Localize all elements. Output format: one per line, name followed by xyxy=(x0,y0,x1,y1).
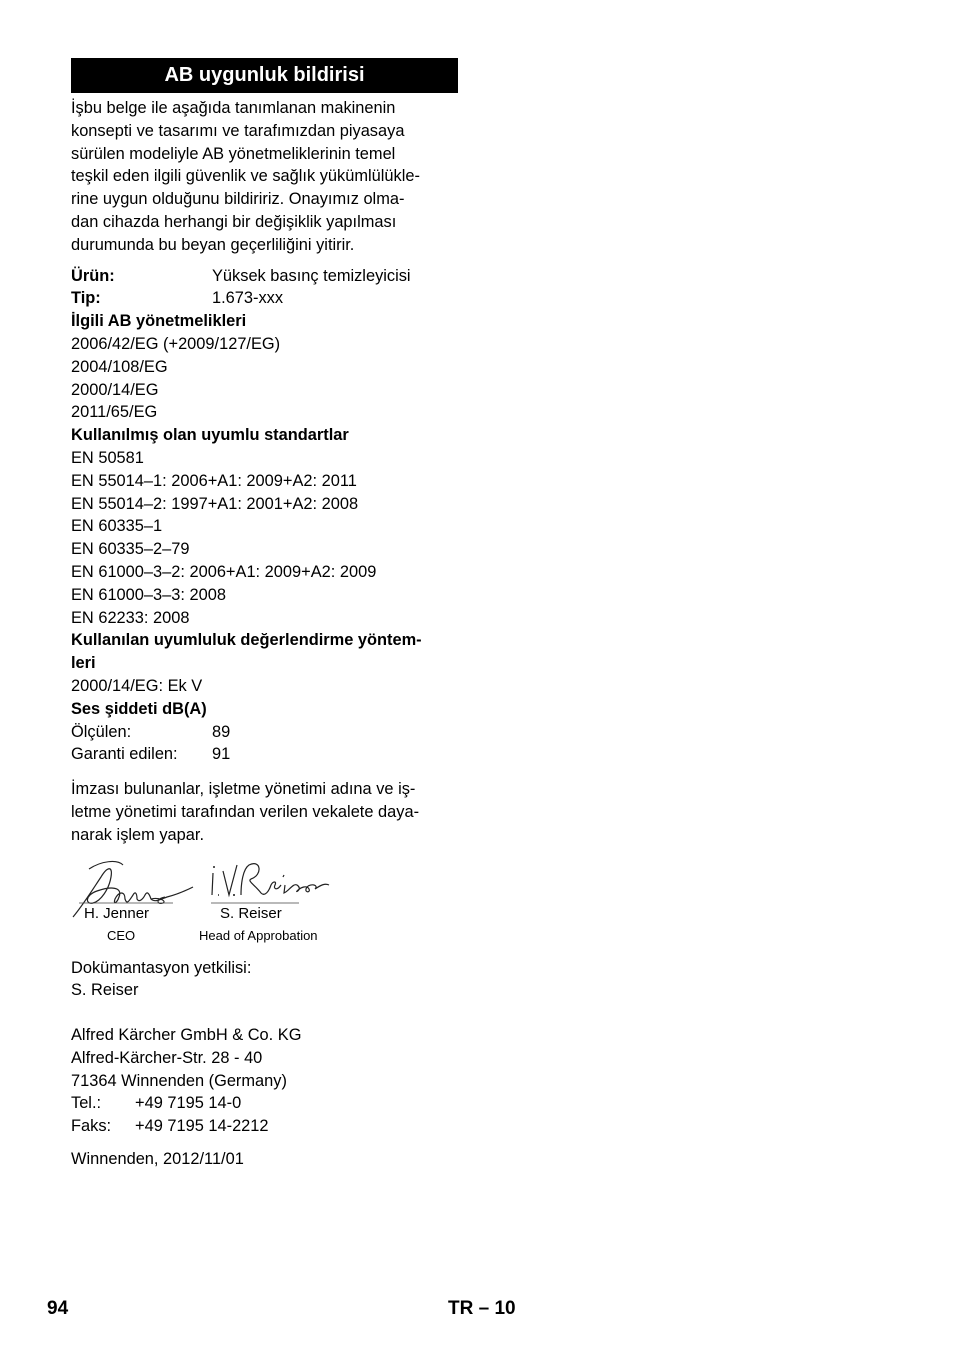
standard-item: EN 62233: 2008 xyxy=(71,608,190,627)
intro-line: rine uygun olduğunu bildiririz. Onayımız olma- xyxy=(71,190,405,209)
sound-measured-row xyxy=(71,721,458,744)
company-tel-row xyxy=(71,1092,458,1115)
product-label: Ürün: xyxy=(71,266,115,285)
signer-name: H. Jenner xyxy=(84,904,150,922)
signature-block xyxy=(71,855,458,957)
signatory-line: narak işlem yapar. xyxy=(71,825,205,844)
declaration-column xyxy=(71,58,458,1171)
intro-paragraph xyxy=(71,97,458,257)
standard-item: EN 60335–2–79 xyxy=(71,540,190,559)
company-name: Alfred Kärcher GmbH & Co. KG xyxy=(71,1026,302,1045)
intro-line: konsepti ve tasarımı ve tarafımızdan piyasaya xyxy=(71,121,405,140)
standard-item: EN 55014–2: 1997+A1: 2001+A2: 2008 xyxy=(71,494,359,513)
intro-line: dan cihazda herhangi bir değişiklik yapılması xyxy=(71,212,397,231)
type-value: 1.673-xxx xyxy=(212,289,284,308)
sound-guaranteed-row xyxy=(71,743,458,766)
documentation-name: S. Reiser xyxy=(71,981,139,1000)
directive-item: 2004/108/EG xyxy=(71,357,168,376)
signatory-paragraph xyxy=(71,778,458,846)
type-label: Tip: xyxy=(71,289,101,308)
product-row xyxy=(71,265,458,288)
page-number: 94 xyxy=(47,1298,69,1319)
standard-item: EN 61000–3–3: 2008 xyxy=(71,585,226,604)
section-footer: TR – 10 xyxy=(448,1298,516,1319)
directive-item: 2006/42/EG (+2009/127/EG) xyxy=(71,334,281,353)
company-street: Alfred-Kärcher-Str. 28 - 40 xyxy=(71,1048,263,1067)
fax-value: +49 7195 14-2212 xyxy=(135,1117,269,1136)
sound-guaranteed-label: Garanti edilen: xyxy=(71,745,178,764)
type-row xyxy=(71,287,458,310)
intro-line: teşkil eden ilgili güvenlik ve sağlık yükümlülükle- xyxy=(71,167,420,186)
signatory-line: İmzası bulunanlar, işletme yönetimi adına ve iş- xyxy=(71,780,416,799)
place-date: Winnenden, 2012/11/01 xyxy=(71,1150,244,1169)
tel-label: Tel.: xyxy=(71,1094,102,1113)
directive-item: 2011/65/EG xyxy=(71,403,158,422)
signer-role: Head of Approbation xyxy=(199,927,318,943)
intro-line: durumunda bu beyan geçerliliğini yitirir. xyxy=(71,235,355,254)
intro-line: İşbu belge ile aşağıda tanımlanan makinenin xyxy=(71,99,396,117)
company-fax-row xyxy=(71,1115,458,1138)
product-value: Yüksek basınç temizleyicisi xyxy=(212,266,411,285)
documentation-label: Dokümantasyon yetkilisi: xyxy=(71,958,252,977)
standards-title: Kullanılmış olan uyumlu standartlar xyxy=(71,426,349,445)
sound-guaranteed-value: 91 xyxy=(212,745,231,764)
standard-item: EN 60335–1 xyxy=(71,517,163,536)
signer-role: CEO xyxy=(107,927,136,943)
sound-measured-value: 89 xyxy=(212,722,231,741)
intro-line: sürülen modeliyle AB yönetmeliklerinin temel xyxy=(71,144,396,163)
section-heading: AB uygunluk bildirisi xyxy=(71,58,458,93)
signatory-line: letme yönetimi tarafından verilen vekalete daya- xyxy=(71,802,420,821)
directives-title: İlgili AB yönetmelikleri xyxy=(71,312,247,331)
standard-item: EN 61000–3–2: 2006+A1: 2009+A2: 2009 xyxy=(71,562,377,581)
assessment-title-cont: leri xyxy=(71,654,96,673)
directive-item: 2000/14/EG xyxy=(71,380,159,399)
tel-value: +49 7195 14-0 xyxy=(135,1094,242,1113)
assessment-value: 2000/14/EG: Ek V xyxy=(71,676,203,695)
sound-title: Ses şiddeti dB(A) xyxy=(71,699,207,718)
fax-label: Faks: xyxy=(71,1117,112,1136)
sound-measured-label: Ölçülen: xyxy=(71,722,132,741)
standard-item: EN 50581 xyxy=(71,448,144,467)
assessment-title: Kullanılan uyumluluk değerlendirme yöntem- xyxy=(71,631,422,650)
standard-item: EN 55014–1: 2006+A1: 2009+A2: 2011 xyxy=(71,471,357,490)
company-city: 71364 Winnenden (Germany) xyxy=(71,1071,287,1090)
signer-name: S. Reiser xyxy=(220,904,282,922)
